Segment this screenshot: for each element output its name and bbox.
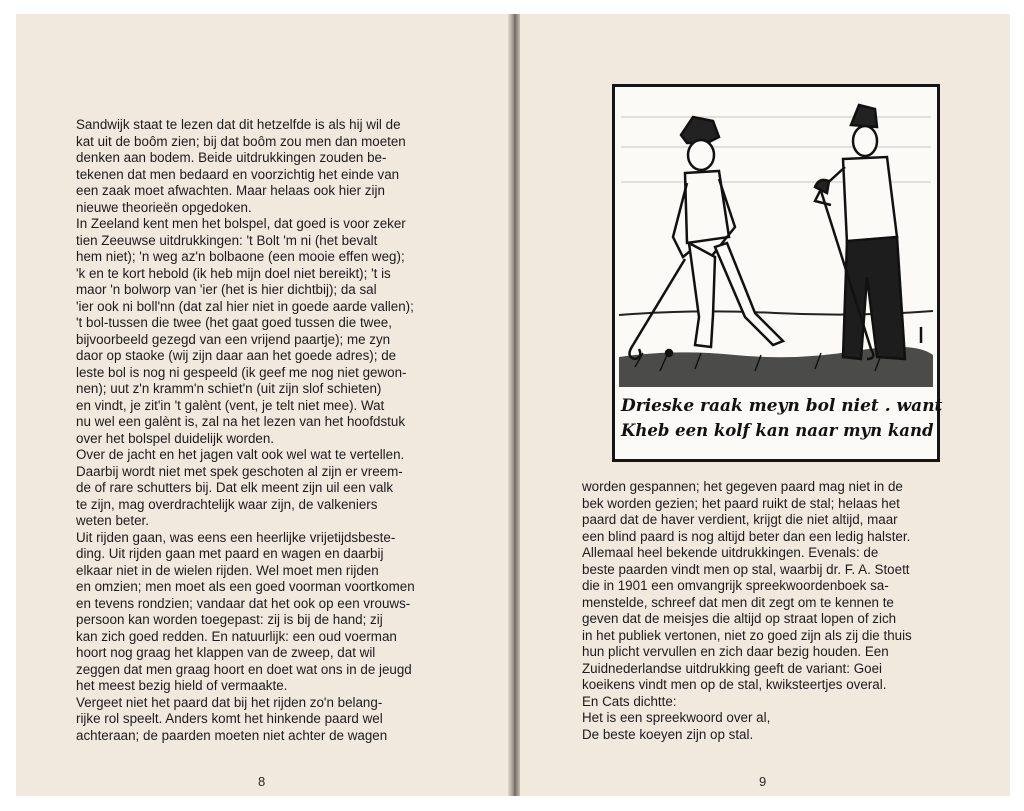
text-line: leste bol is nog ni gespeeld (ik geef me nog niet gewon-	[76, 364, 407, 380]
left-figure	[629, 117, 783, 359]
text-line: over het bolspel duidelijk worden.	[76, 430, 275, 446]
woodcut-illustration	[612, 84, 943, 462]
text-line: bijvoorbeeld gezegd van een vrijend paartje); me zyn	[76, 331, 391, 347]
text-line: ding. Uit rijden gaan met paard en wagen en daarbij	[76, 546, 384, 561]
text-line: kan zich goed redden. En natuurlijk: een oud voerman	[76, 628, 397, 644]
text-line: nieuwe theorieën opgedoken.	[76, 199, 252, 215]
text-line: geven dat de meisjes die altijd op straat lopen of zich	[582, 611, 897, 626]
illustration-caption-line1: Drieske raak meyn bol niet . want	[621, 396, 943, 416]
text-line: koeikens vindt men op de stal, kwiksteertjes overal.	[582, 677, 887, 692]
text-line: Zuidnederlandse uitdrukking geeft de variant: Goei	[582, 660, 882, 676]
text-line: menstelde, schreef dat men dit zegt om te kennen te	[582, 594, 894, 610]
right-figure	[815, 105, 921, 359]
text-line: te zijn, mag overdrachtelijk waar zijn, de valkeniers	[76, 496, 378, 512]
text-line: een blind paard is nog altijd beter dan een ledig halster.	[582, 528, 911, 544]
left-page	[16, 14, 508, 796]
text-line: denken aan bodem. Beide uitdrukkingen zouden be-	[76, 150, 387, 165]
text-line: En Cats dichtte:	[582, 693, 677, 709]
text-line: hem niet); 'n weg az'n bolbaone (een mooie effen weg);	[76, 249, 405, 264]
text-line: Het is een spreekwoord over al,	[582, 710, 771, 725]
text-line: het meest bezig hield of vermaakte.	[76, 678, 288, 693]
page-number-left: 8	[258, 774, 266, 789]
text-line: persoon kan worden toegepast: zij is bij de hand; zij	[76, 612, 383, 627]
text-line: beste paarden vindt men op stal, waarbij dr. F. A. Stoett	[582, 561, 910, 577]
text-line: die in 1901 een omvangrijk spreekwoordenboek sa-	[582, 578, 889, 593]
text-line: Allemaal heel bekende uitdrukkingen. Evenals: de	[582, 545, 879, 560]
text-line: 'k en te kort hebold (ik heb mijn doel niet bereikt); 't is	[76, 265, 391, 281]
text-line: kat uit de boôm zien; bij dat boôm zou men dan moeten	[76, 133, 406, 149]
text-line: tekenen dat men bedaard en voorzichtig het einde van	[76, 166, 400, 182]
left-page-text	[76, 117, 496, 744]
text-line: nu wel een galènt is, zal na het lezen van het hoofdstuk	[76, 414, 406, 429]
text-line: hun plicht vervullen en zich daar bezig houden. Een	[582, 644, 889, 659]
text-line: rijke rol speelt. Anders komt het hinkende paard wel	[76, 711, 383, 726]
text-line: Daarbij wordt niet met spek geschoten al zijn er vreem-	[76, 463, 403, 479]
text-line: zeggen dat men graag hoort en doet wat ons in de jeugd	[76, 661, 412, 677]
text-line: Uit rijden gaan, was eens een heerlijke vrijetijdsbeste-	[76, 529, 396, 545]
text-line: en tevens rondzien; vandaar dat het ook op een vrouws-	[76, 595, 411, 611]
right-page	[520, 14, 1010, 796]
text-line: In Zeeland kent men het bolspel, dat goed is voor zeker	[76, 216, 406, 231]
text-line: 't bol-tussen die twee (het gaat goed tussen die twee,	[76, 315, 392, 330]
text-line: 'ier ook ni boll'nn (dat zal hier niet in goede aarde vallen);	[76, 298, 414, 314]
text-line: elkaar niet in de wielen rijden. Wel moet men rijden	[76, 562, 379, 578]
text-line: hoort nog graag het klappen van de zweep, dat wil	[76, 645, 376, 660]
text-line: achteraan; de paarden moeten niet achter de wagen	[76, 727, 388, 743]
text-line: Sandwijk staat te lezen dat dit hetzelfde is als hij wil de	[76, 117, 401, 132]
text-line: worden gespannen; het gegeven paard mag niet in de	[582, 479, 903, 494]
text-line: nen); uut z'n kramm'n schiet'n (uit zijn slof schieten)	[76, 381, 382, 396]
text-line: Vergeet niet het paard dat bij het rijden zo'n belang-	[76, 694, 383, 710]
illustration-caption-line2: Kheb een kolf kan naar myn kand	[621, 421, 934, 440]
right-page-text	[582, 479, 1002, 743]
text-line: daor op staoke (wij zijn daar aan het goede adres); de	[76, 348, 397, 363]
text-line: een zaak moet afwachten. Maar helaas ook hier zijn	[76, 183, 385, 198]
text-line: bek worden gezien; het paard ruikt de stal; helaas het	[582, 495, 900, 511]
text-line: in het publiek vertonen, niet zo goed zijn als zij die thuis	[582, 627, 912, 643]
text-line: en omzien; men moet als een goed voorman voortkomen	[76, 579, 415, 594]
text-line: paard dat de haver verdient, krijgt die niet altijd, maar	[582, 512, 898, 527]
book-spine	[508, 14, 520, 796]
text-line: tien Zeeuwse uitdrukkingen: 't Bolt 'm ni (het bevalt	[76, 232, 378, 248]
page-number-right: 9	[759, 774, 767, 789]
text-line: Over de jacht en het jagen valt ook wel wat te vertellen.	[76, 447, 405, 462]
text-line: en vindt, je zit'in 't galènt (vent, je telt niet mee). Wat	[76, 397, 385, 413]
text-line: De beste koeyen zijn op stal.	[582, 726, 754, 742]
text-line: de of rare schutters bij. Dat elk meent zijn uil een valk	[76, 480, 394, 495]
text-line: maor 'n bolworp van 'ier (het is hier dichtbij); da sal	[76, 282, 377, 297]
text-line: weten beter.	[76, 513, 149, 528]
